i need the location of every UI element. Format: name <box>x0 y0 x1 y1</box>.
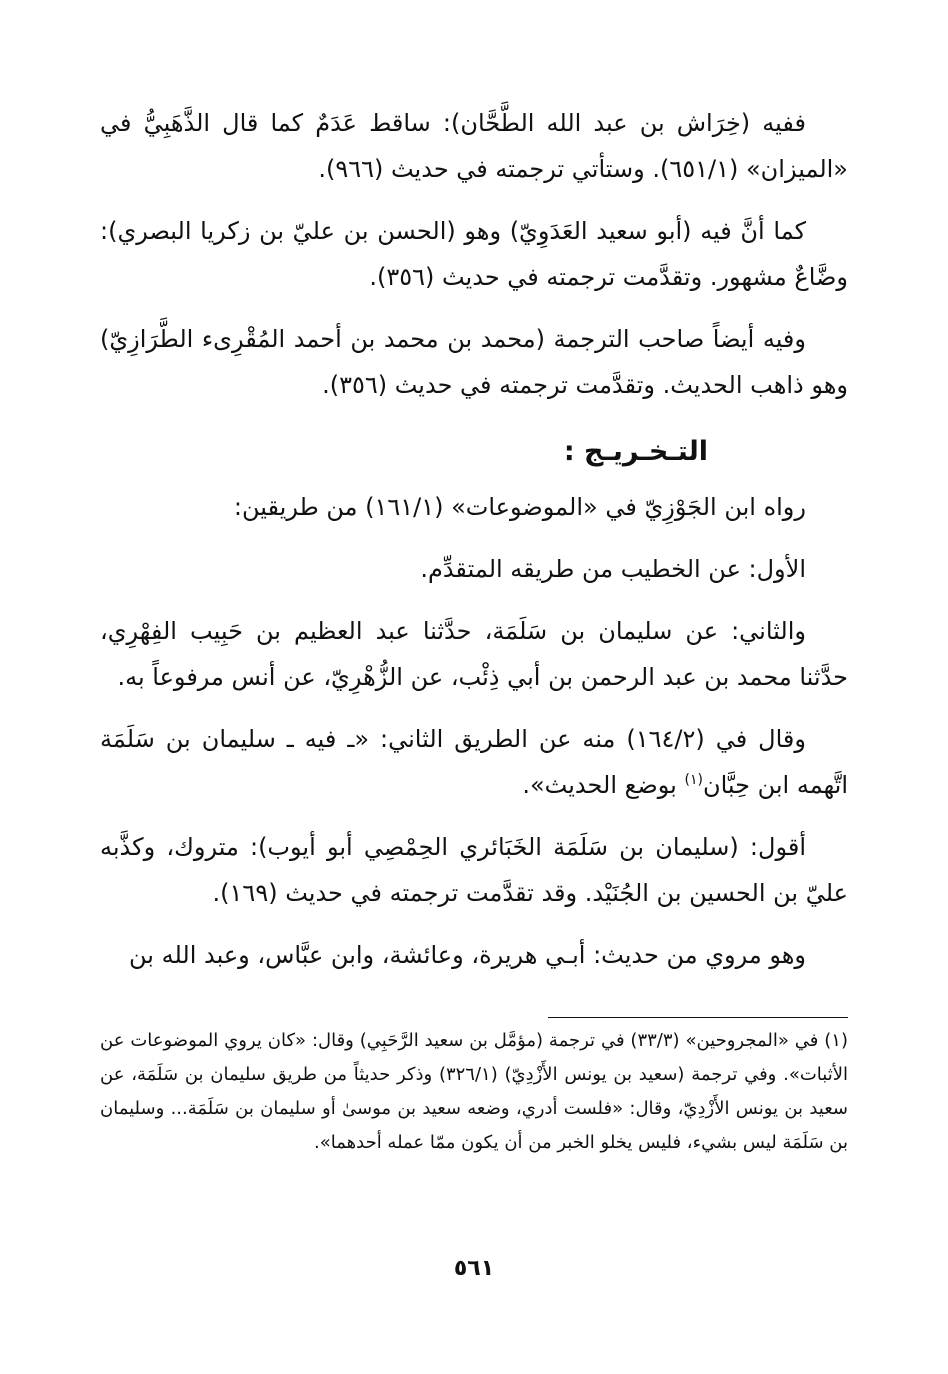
paragraph-abu-said: كما أنَّ فيه (أبو سعيد العَدَوِيّ) وهو (الحسن بن عليّ بن زكريا البصري): وضَّاعٌ مشهور. وتقدَّمت ترجمته في حديث (٣٥٦). <box>100 217 848 291</box>
takhrij-second-route: والثاني: عن سليمان بن سَلَمَة، حدَّثنا عبد العظيم بن حَبِيب الفِهْرِي، حدَّثنا محمد بن عبد الرحمن بن أبي ذِئْب، عن الزُّهْرِيّ، عن أنس مرفوعاً به. <box>100 617 848 691</box>
footnote-separator <box>548 1017 848 1018</box>
quote-text-after: بوضع الحديث». <box>522 771 685 799</box>
quote-text-before: وقال في (١٦٤/٢) منه عن الطريق الثاني: «ـ فيه ـ سليمان بن سَلَمَة اتَّهمه ابن حِبَّان <box>100 725 848 799</box>
footnote-1: (١) في «المجروحين» (٣٣/٣) في ترجمة (مؤمَّل بن سعيد الرَّحَبِي) وقال: «كان يروي الموضوعات عن الأثبات». وفي ترجمة (سعيد بن يونس الأَزْدِيّ) (٣٢٦/١) وذكر حديثاً من طريق سليمان بن سَلَمَة، عن سعيد بن يونس الأَزْدِيّ، وقال: «فلست أدري، وضعه سعيد بن موسىٰ أو سليمان بن سَلَمَة... وسليمان بن سَلَمَة ليس بشيء، فليس يخلو الخبر من أن يكون ممّا عمله أحدهما». <box>100 1030 848 1153</box>
takhrij-first-route: الأول: عن الخطيب من طريقه المتقدِّم. <box>420 555 806 583</box>
main-text <box>100 100 848 994</box>
takhrij-intro: رواه ابن الجَوْزِيّ في «الموضوعات» (١٦١/١) من طريقين: <box>233 493 806 521</box>
narrations-paragraph: وهو مروي من حديث: أبـي هريرة، وعائشة، وابن عبَّاس، وعبد الله بن <box>129 941 806 969</box>
paragraph-khirash: ففيه (خِرَاش بن عبد الله الطَّحَّان): ساقط عَدَمٌ كما قال الذَّهَبِيُّ في «الميزان» (٦٥١/١). وستأتي ترجمته في حديث (٩٦٦). <box>100 109 848 183</box>
paragraph-tarazi: وفيه أيضاً صاحب الترجمة (محمد بن محمد بن أحمد المُقْرِىء الطَّرَازِيّ) وهو ذاهب الحديث. وتقدَّمت ترجمته في حديث (٣٥٦). <box>100 325 848 399</box>
takhrij-ibn-jawzi-quote <box>100 716 848 808</box>
author-comment-paragraph: أقول: (سليمان بن سَلَمَة الخَبَائري الحِمْصِي أبو أيوب): متروك، وكذَّبه عليّ بن الحسين بن الجُنَيْد. وقد تقدَّمت ترجمته في حديث (١٦٩). <box>100 833 848 907</box>
footnote-reference[interactable]: (١) <box>684 772 703 788</box>
footnotes-section <box>100 1024 848 1160</box>
page-number: ٥٦١ <box>453 1256 495 1281</box>
section-heading-takhrij: التـخـريـج : <box>563 436 708 467</box>
